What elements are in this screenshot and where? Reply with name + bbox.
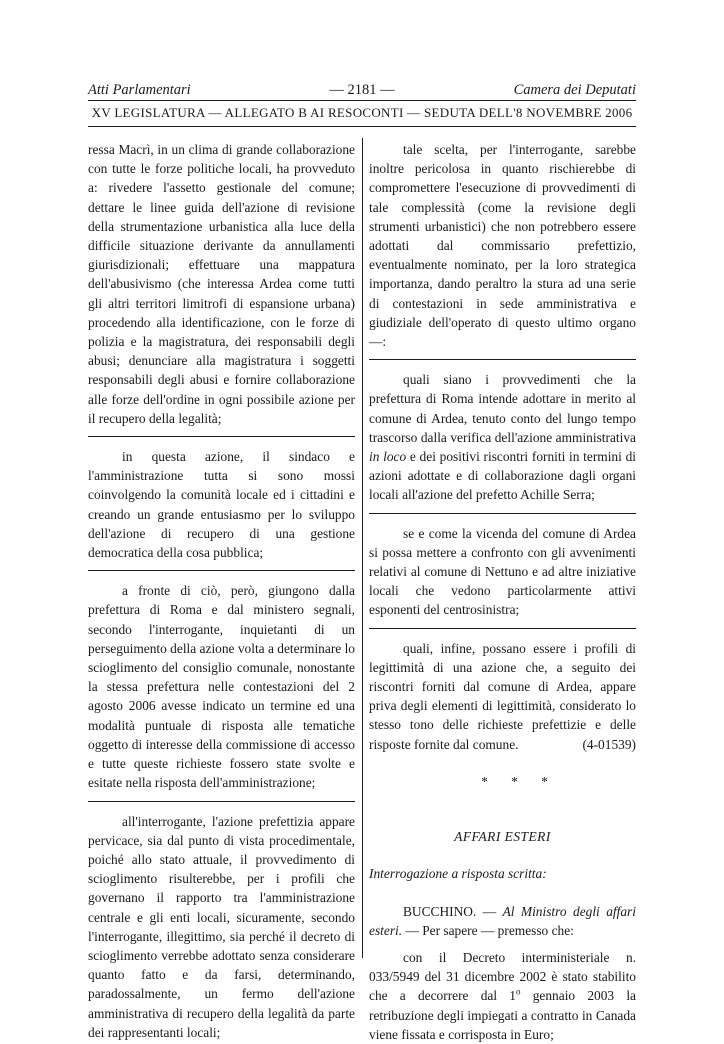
paragraph: all'interrogante, l'azione prefettizia appare pervicace, sia dal punto di vista procedimentale, poiché allo stato attuale, il provvedimento di scioglimento risulterebbe, per i profili che governano il rapporto tra l'amministrazione centrale e gli enti locali, sicuramente, secondo l'interrogante, illegittimo, sia perché il decreto di scioglimento verrebbe adottato senza considerare quanto fatto e da farsi, determinando, paradossalmente, un fermo dell'azione amministrativa di recupero della legalità da parte dei rappresentanti locali; (88, 813, 355, 1040)
paragraph: con il Decreto interministeriale n. 033/5949 del 31 dicembre 2002 è stato stabilito che a decorrere dal 1$^o$ gennaio 2003 la retribuzione degli impiegati a contratto in Canada viene fissata e corrisposta in Euro; (369, 949, 636, 1042)
paragraph: a fronte di ciò, però, giungono dalla prefettura di Roma e dal ministero segnali, secondo l'interrogante, inquietanti di un perseguimento della azione volta a determinare lo scioglimento del consiglio comunale, nonostante la stessa prefettura nelle contestazioni del 2 agosto 2006 avesse indicato un termine ed una modalità puntuale di risposta alle tematiche oggetto di interesse della commissione di accesso e tutte queste richieste fossero state svolte e esitate nella risposta dell'amministrazione; (88, 583, 355, 791)
page-header (88, 80, 636, 100)
deputy-name: BUCCHINO. (403, 903, 477, 919)
paragraph: se e come la vicenda del comune di Ardea si possa mettere a confronto con gli avvenimenti relativi al comune di Nettuno e ad altre iniziative locali che vedono particolarmente attivi esponenti del centrosinistra; (369, 525, 636, 618)
section-title: AFFARI ESTERI (454, 829, 551, 845)
header-rule (88, 100, 636, 101)
paragraph: quali siano i provvedimenti che la prefettura di Roma intende adottare in merito al comune di Ardea, tenuto conto del lungo tempo trascorso dalla verifica dell'azione amministrativa in loco e dei positivi riscontri forniti in termini di azioni adottate e di collaborazione dagli organi locali all'azione del prefetto Achille Serra; (369, 372, 636, 503)
paragraph: quali, infine, possano essere i profili di legittimità di una azione che, a seguito dei riscontri forniti dal comune di Ardea, appare priva degli elementi di legittimità, considerato lo stesso tono delle richieste prefettizie e delle risposte fornite dal comune. (4-01539) (369, 639, 636, 754)
paragraph-separator (88, 570, 355, 581)
document-reference: (4-01539) (582, 736, 636, 752)
interrogation-label: Interrogazione a risposta scritta: (369, 866, 547, 882)
paragraph-separator (88, 436, 355, 447)
paragraph: tale scelta, per l'interrogante, sarebbe inoltre pericolosa in quanto rischierebbe di compromettere l'esecuzione di provvedimenti di tale complessità (come la revisione degli strumenti urbanistici) che non potrebbero essere adottati dal commissario prefettizio, eventualmente nominato, per la loro strategica importanza, dando peraltro la stura ad una serie di contestazioni in sede amministrativa e giudiziale dell'operato di questo ultimo organo —: (369, 142, 636, 350)
italic-term: in loco (369, 449, 407, 465)
left-column (88, 140, 355, 1042)
paragraph: in questa azione, il sindaco e l'amministrazione tutta si sono mossi coinvolgendo la comunità locale ed i cittadini e creando un grande entusiasmo per lo sviluppo dell'azione di recupero di una gestione democratica della cosa pubblica; (88, 449, 355, 561)
paragraph-separator (88, 801, 355, 812)
header-publication: Atti Parlamentari (88, 82, 191, 98)
paragraph-separator (369, 359, 636, 370)
addressee: Al Ministro degli affari esteri. (369, 903, 636, 938)
paragraph: ressa Macrì, in un clima di grande collaborazione con tutte le forze politiche locali, ha provveduto a: rivedere l'assetto gestionale del comune; dettare le linee guida dell'azione di revisione della strumentazione urbanistica alla luce della difficile situazione derivante da annullamenti giurisdizionali; effettuare una mappatura dell'abusivismo (che interessa Ardea come tutti gli altri territori limitrofi di espansione urbana) procedendo alla identificazione, con le forze di polizia e la magistratura, dei responsabili degli abusi; denunciare alla magistratura i soggetti responsabili degli abusi e fornire collaborazione alle forze dell'ordine in ogni possibile azione per il recupero della legalità; (88, 142, 355, 426)
paragraph: BUCCHINO. — Al Ministro degli affari esteri. — Per sapere — premesso che: (369, 903, 636, 938)
paragraph-separator (369, 513, 636, 524)
paragraph-separator (369, 628, 636, 639)
header-chamber: Camera dei Deputati (513, 82, 636, 98)
column-divider (362, 138, 363, 958)
header-session-line: XV LEGISLATURA — ALLEGATO B AI RESOCONTI — SEDUTA DELL'8 NOVEMBRE 2006 (91, 105, 633, 120)
subheader-rule (88, 126, 636, 127)
right-column (369, 140, 636, 1044)
header-page-number: — 2181 — (329, 82, 395, 98)
section-break: * * * (481, 773, 558, 789)
